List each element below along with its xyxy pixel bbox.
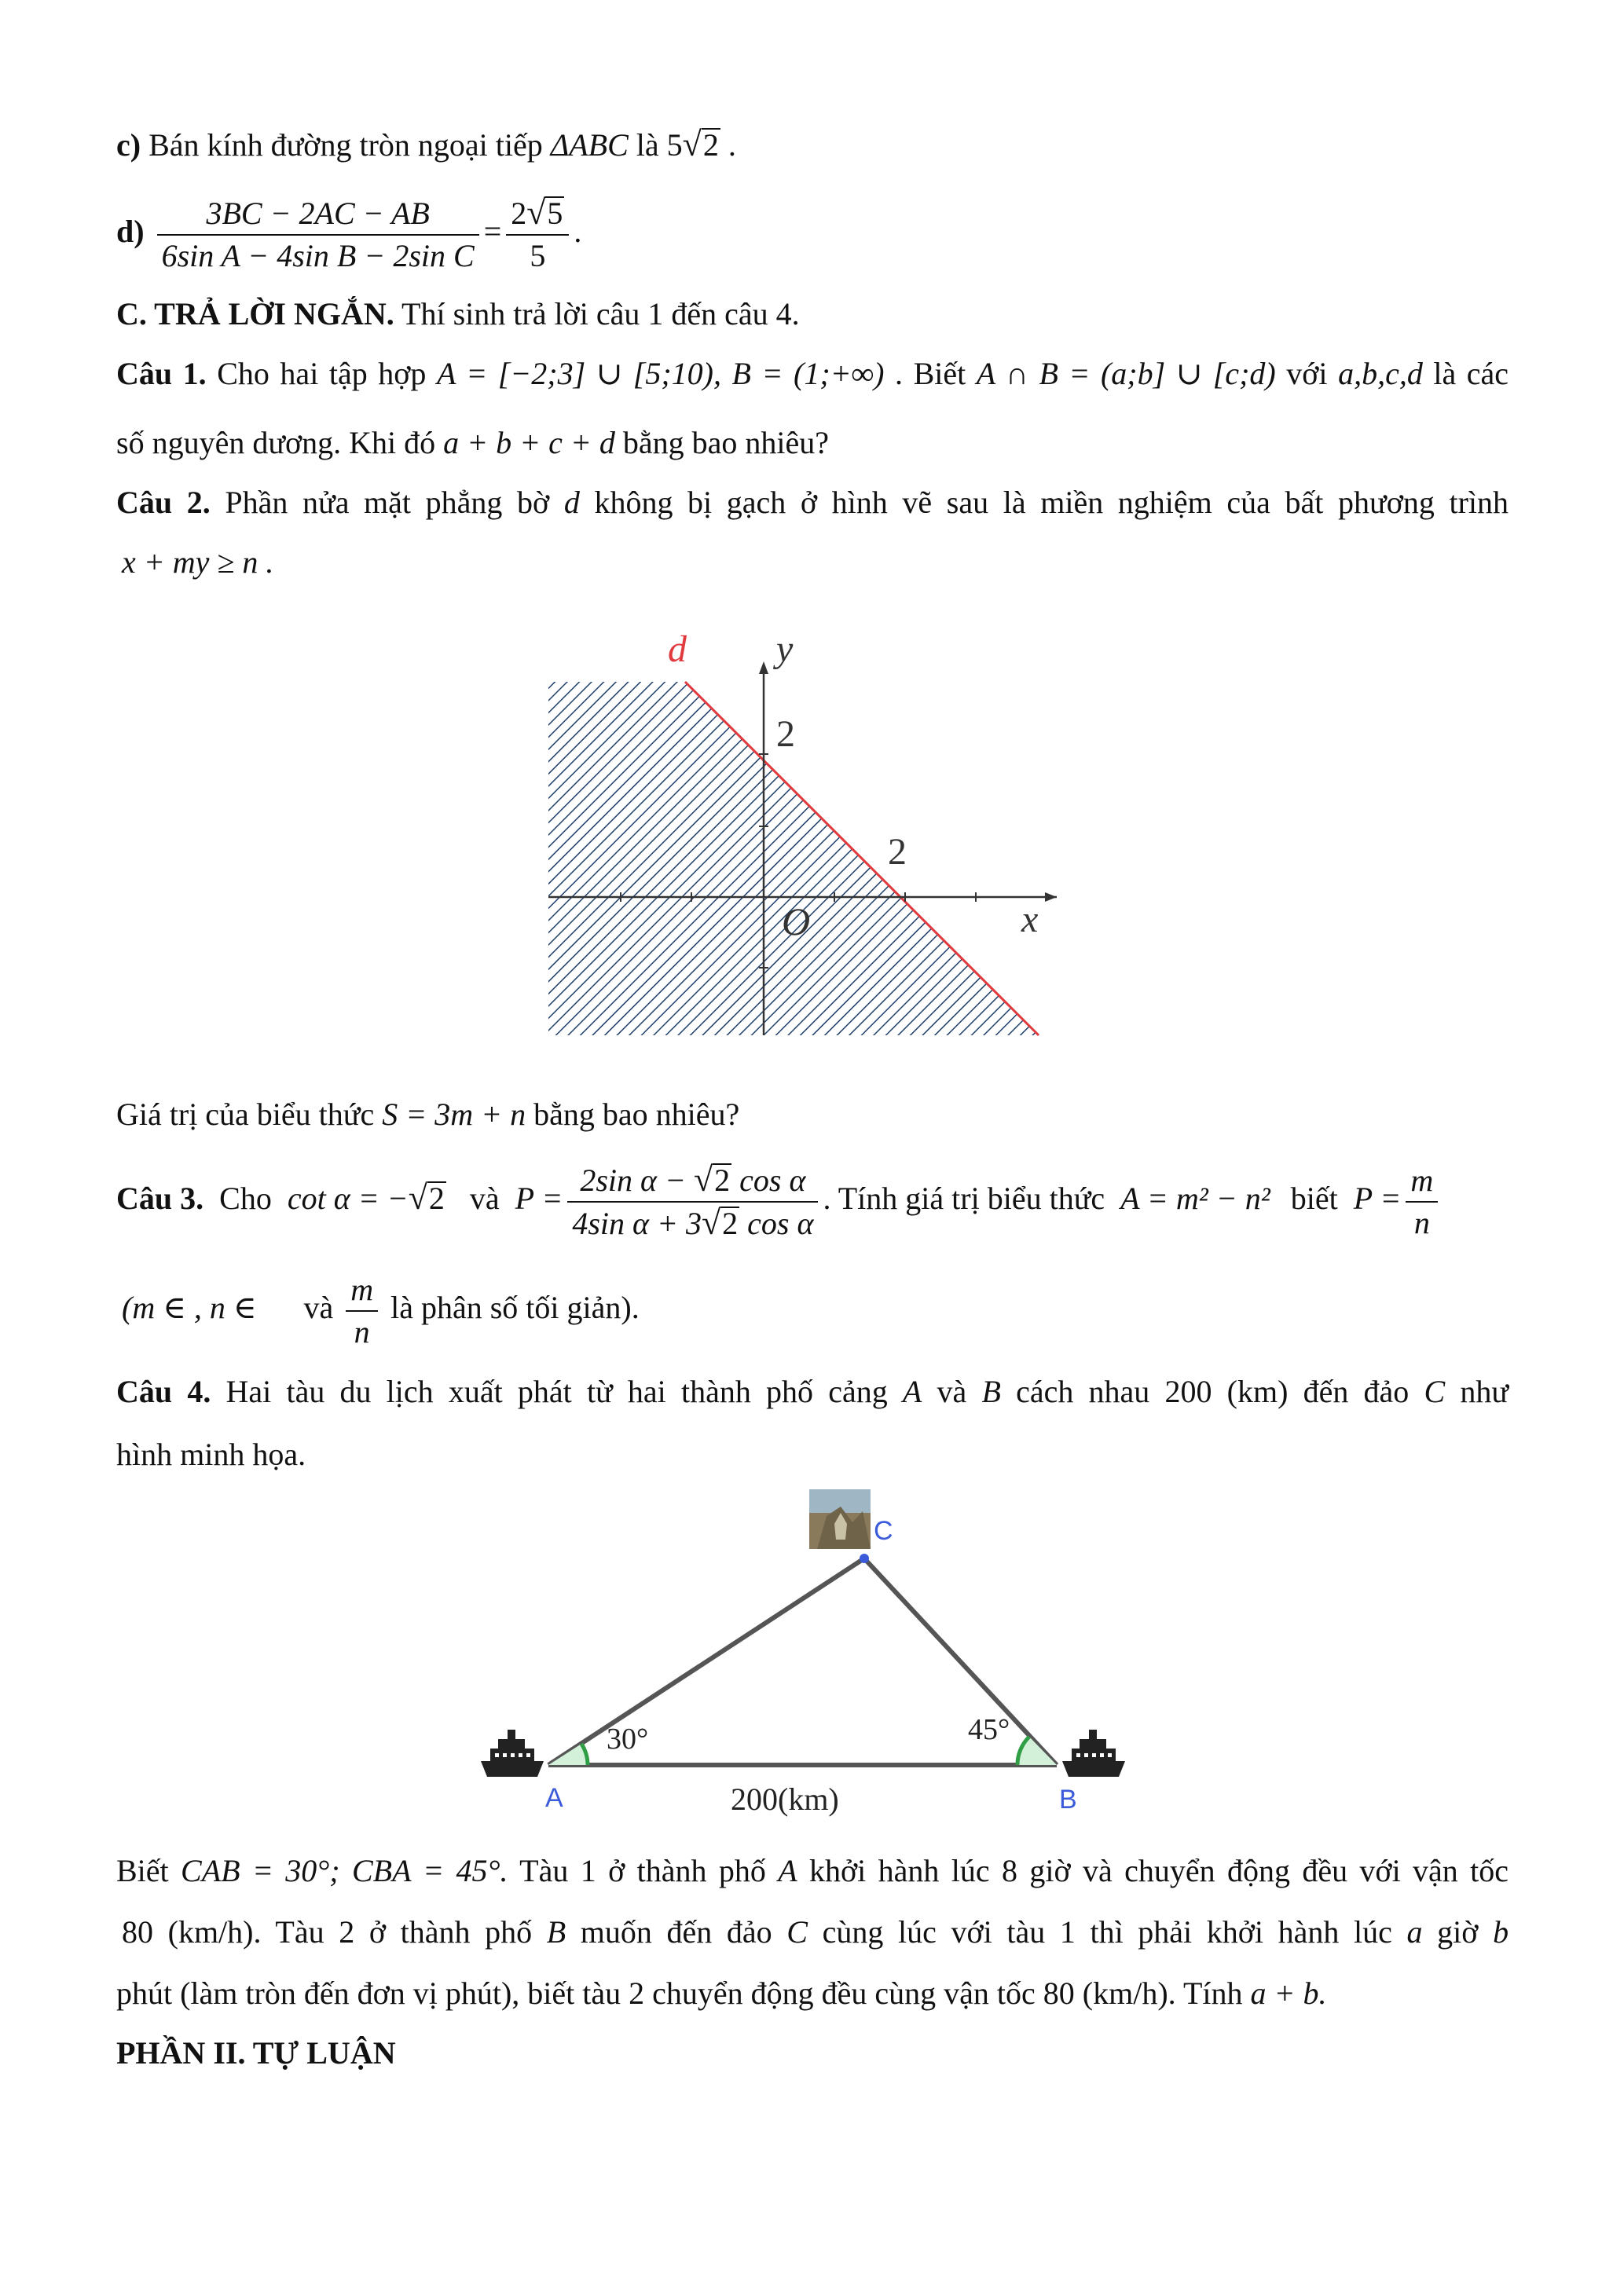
triangle-map-figure bbox=[471, 1477, 1147, 1822]
question-4-label: Câu 4. bbox=[116, 1374, 211, 1409]
m-over-n-fraction: $\frac{m}{n}$ bbox=[346, 1269, 378, 1353]
point-c bbox=[860, 1554, 869, 1563]
question-4-line-4: 80 (km/h). Tàu 2 ở thành phố B muốn đến đảo C cùng lúc với tàu 1 thì phải khởi hành lúc a giờ b bbox=[122, 1914, 1509, 1950]
y-axis-arrow bbox=[759, 661, 768, 674]
part-2-heading: PHẦN II. TỰ LUẬN bbox=[116, 2035, 396, 2071]
island-image bbox=[809, 1489, 871, 1549]
side-bc bbox=[864, 1558, 1057, 1765]
y-axis-label: y bbox=[776, 628, 794, 670]
p-fraction: $\frac{\text{2sin α − √2 cos α}}{\text{4sin α + 3√2 cos α}}$ bbox=[567, 1159, 818, 1244]
statement-c-label: c) bbox=[116, 127, 141, 163]
question-1-line-2: số nguyên dương. Khi đó a + b + c + d bằng bao nhiêu? bbox=[116, 425, 830, 460]
statement-d-lhs-fraction: $\frac{3BC - 2AC - AB}{\text{6sin A − 4sin B − 2sin C}}$ bbox=[157, 193, 479, 276]
question-1-line-1: Câu 1. Cho hai tập hợp A = [−2;3] ∪ [5;10), B = (1;+∞) . Biết A ∩ B = (a;b] ∪ [c;d) với a,b,c,d là các bbox=[116, 356, 1509, 391]
question-2-line-1: Câu 2. Phần nửa mặt phẳng bờ d không bị gạch ở hình vẽ sau là miền nghiệm của bất phương trình bbox=[116, 485, 1509, 520]
question-4-line-5: phút (làm tròn đến đơn vị phút), biết tàu 2 chuyển động đều cùng vận tốc 80 (km/h). Tính a + b. bbox=[116, 1976, 1327, 2011]
angle-b-label: 45° bbox=[968, 1713, 1010, 1746]
question-4-line-2: hình minh họa. bbox=[116, 1437, 306, 1472]
angle-a-label: 30° bbox=[607, 1723, 649, 1756]
ship-b-icon bbox=[1062, 1730, 1125, 1777]
question-3-label: Câu 3. bbox=[116, 1181, 204, 1216]
question-2-ask: Giá trị của biểu thức S = 3m + n bằng bao nhiêu? bbox=[116, 1097, 740, 1132]
question-3-line-1: Câu 3. Cho cot α = −√2 và P = $\frac{\text{2sin α − √2 cos α}}{\text{4sin α + 3√2 cos α}}$ . Tính giá trị biểu thức A = m² − n² biết P = $\frac{m}{n}$ bbox=[116, 1155, 1509, 1244]
distance-label: 200(km) bbox=[731, 1782, 839, 1817]
label-c: C bbox=[874, 1516, 893, 1546]
y-intercept-label: 2 bbox=[776, 713, 795, 755]
statement-c: c) Bán kính đường tròn ngoại tiếp ΔABC là 5√2 . bbox=[116, 125, 736, 163]
p-mn-fraction: $\frac{m}{n}$ bbox=[1406, 1160, 1438, 1243]
side-ac bbox=[548, 1558, 864, 1765]
section-c-heading: C. TRẢ LỜI NGẮN. Thí sinh trả lời câu 1 đến câu 4. bbox=[116, 296, 800, 331]
half-plane-graph bbox=[542, 621, 1061, 1045]
x-axis-arrow bbox=[1045, 892, 1057, 902]
label-a: A bbox=[545, 1783, 563, 1813]
question-4-line-3: Biết CAB = 30°; CBA = 45°. Tàu 1 ở thành phố A khởi hành lúc 8 giờ và chuyển động đều với vận tốc bbox=[116, 1853, 1509, 1888]
question-2-inequality: x + my ≥ n . bbox=[122, 544, 274, 580]
label-b: B bbox=[1059, 1785, 1077, 1814]
statement-d-label: d) bbox=[116, 214, 145, 249]
question-2-label: Câu 2. bbox=[116, 485, 211, 520]
question-3-line-2: (m ∈ , n ∈ và $\frac{m}{n}$ là phân số tối giản). bbox=[122, 1265, 640, 1353]
ship-a-icon bbox=[481, 1730, 544, 1777]
x-intercept-label: 2 bbox=[888, 831, 907, 873]
origin-label: O bbox=[782, 899, 811, 943]
x-axis-label: x bbox=[1021, 899, 1039, 940]
line-d-label: d bbox=[668, 628, 687, 670]
question-1-label: Câu 1. bbox=[116, 356, 207, 391]
statement-d: d) $\frac{3BC - 2AC - AB}{\text{6sin A − 4sin B − 2sin C}}$ = $\frac{2√5}{5}$ . bbox=[116, 189, 581, 276]
statement-d-rhs-fraction: $\frac{2√5}{5}$ bbox=[506, 192, 569, 276]
question-4-line-1: Câu 4. Hai tàu du lịch xuất phát từ hai thành phố cảng A và B cách nhau 200 (km) đến đảo C như bbox=[116, 1374, 1509, 1409]
